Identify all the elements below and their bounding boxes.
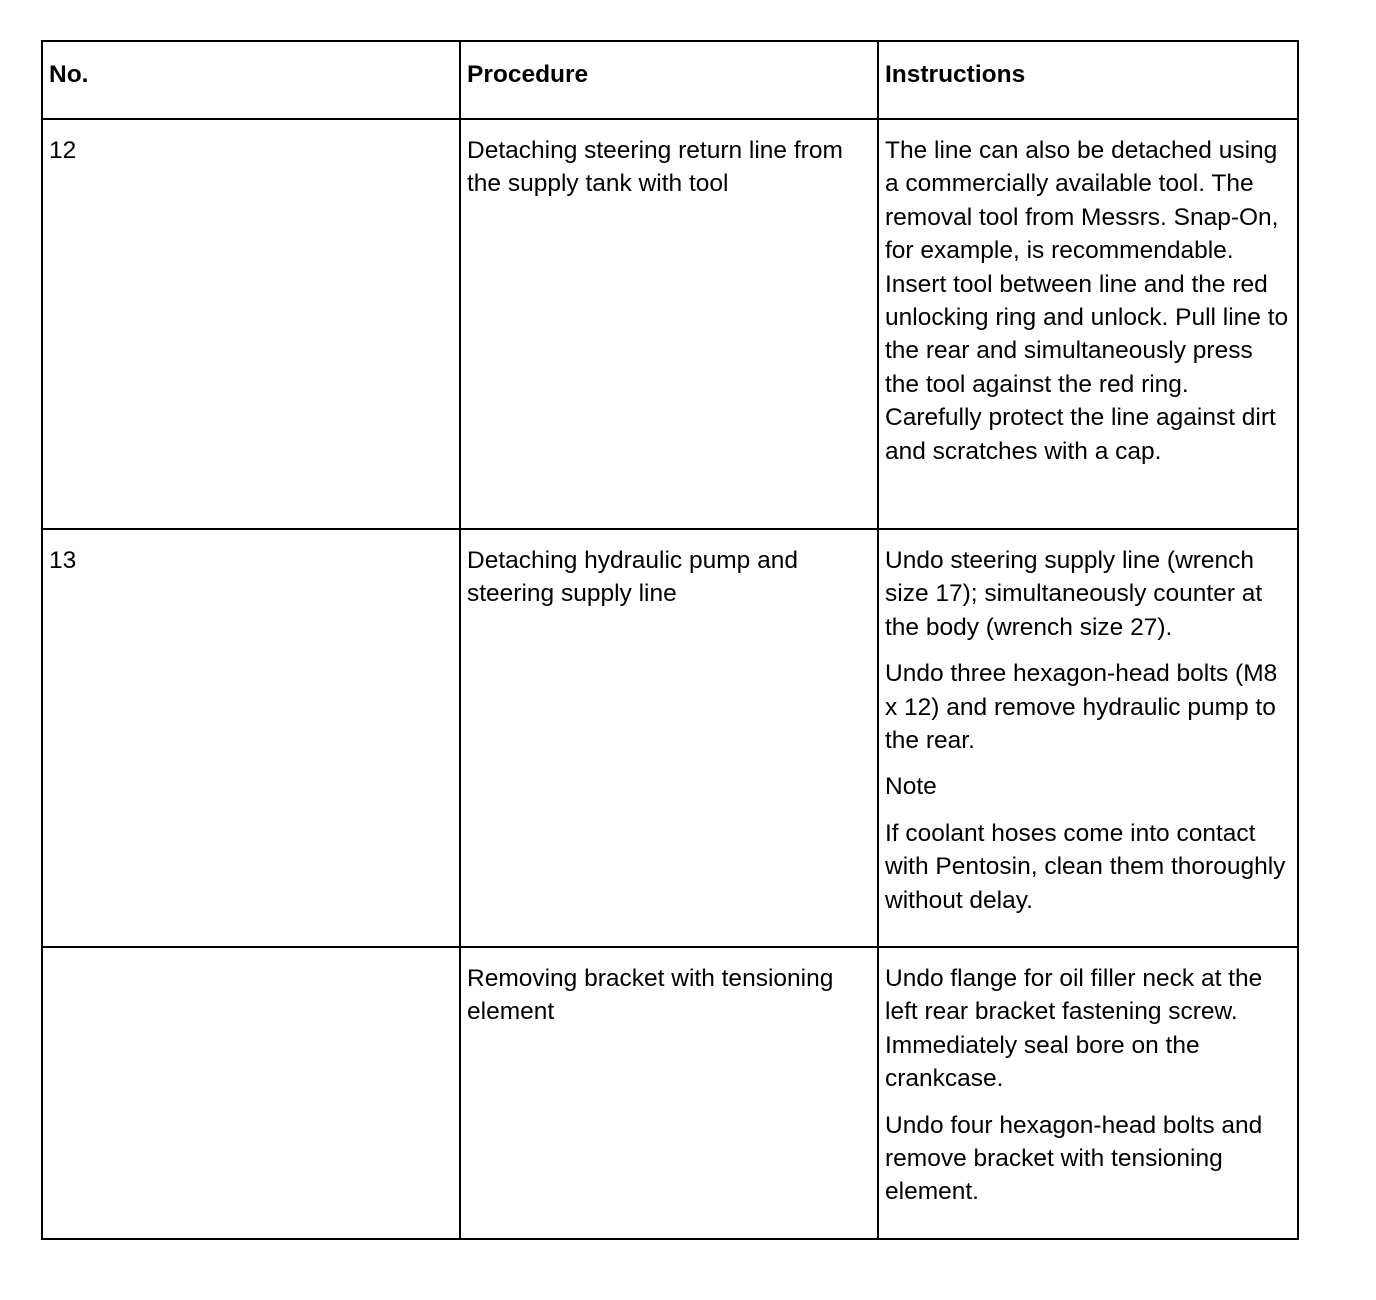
instruction-paragraph: Undo three hexagon-head bolts (M8 x 12) and remove hydraulic pump to the rear. [885,660,1278,755]
table-row [42,529,1298,947]
cell-instructions [878,119,1298,529]
cell-no: 12 [42,119,460,529]
instruction-paragraph: The line can also be detached using a commercially available tool. The removal tool from Messrs. Snap-On, for example, is recommendable. Insert tool between line and the red unlocking ring and unlock. Pull line to the rear and simultaneously press the tool against the red ring. Carefully protect the line against dirt and scratches with a cap. [885,137,1289,465]
instruction-paragraph: Undo four hexagon-head bolts and remove bracket with tensioning element. [885,1111,1263,1206]
cell-instructions [878,947,1298,1239]
header-instructions: Instructions [878,41,1298,119]
cell-no [42,947,460,1239]
cell-no: 13 [42,529,460,947]
cell-procedure: Detaching hydraulic pump and steering supply line [460,529,878,947]
procedure-table [41,40,1299,1240]
cell-instructions [878,529,1298,947]
table-header-row [42,41,1298,119]
table-row [42,947,1298,1239]
cell-procedure: Removing bracket with tensioning element [460,947,878,1239]
note-label: Note [885,773,937,801]
note-text: If coolant hoses come into contact with Pentosin, clean them thoroughly without delay. [885,819,1286,914]
header-procedure: Procedure [460,41,878,119]
table-row [42,119,1298,529]
instruction-paragraph: Undo flange for oil filler neck at the left rear bracket fastening screw. Immediately seal bore on the crankcase. [885,965,1263,1093]
instruction-paragraph: Undo steering supply line (wrench size 17); simultaneously counter at the body (wrench size 27). [885,547,1263,641]
header-no: No. [42,41,460,119]
cell-procedure: Detaching steering return line from the supply tank with tool [460,119,878,529]
